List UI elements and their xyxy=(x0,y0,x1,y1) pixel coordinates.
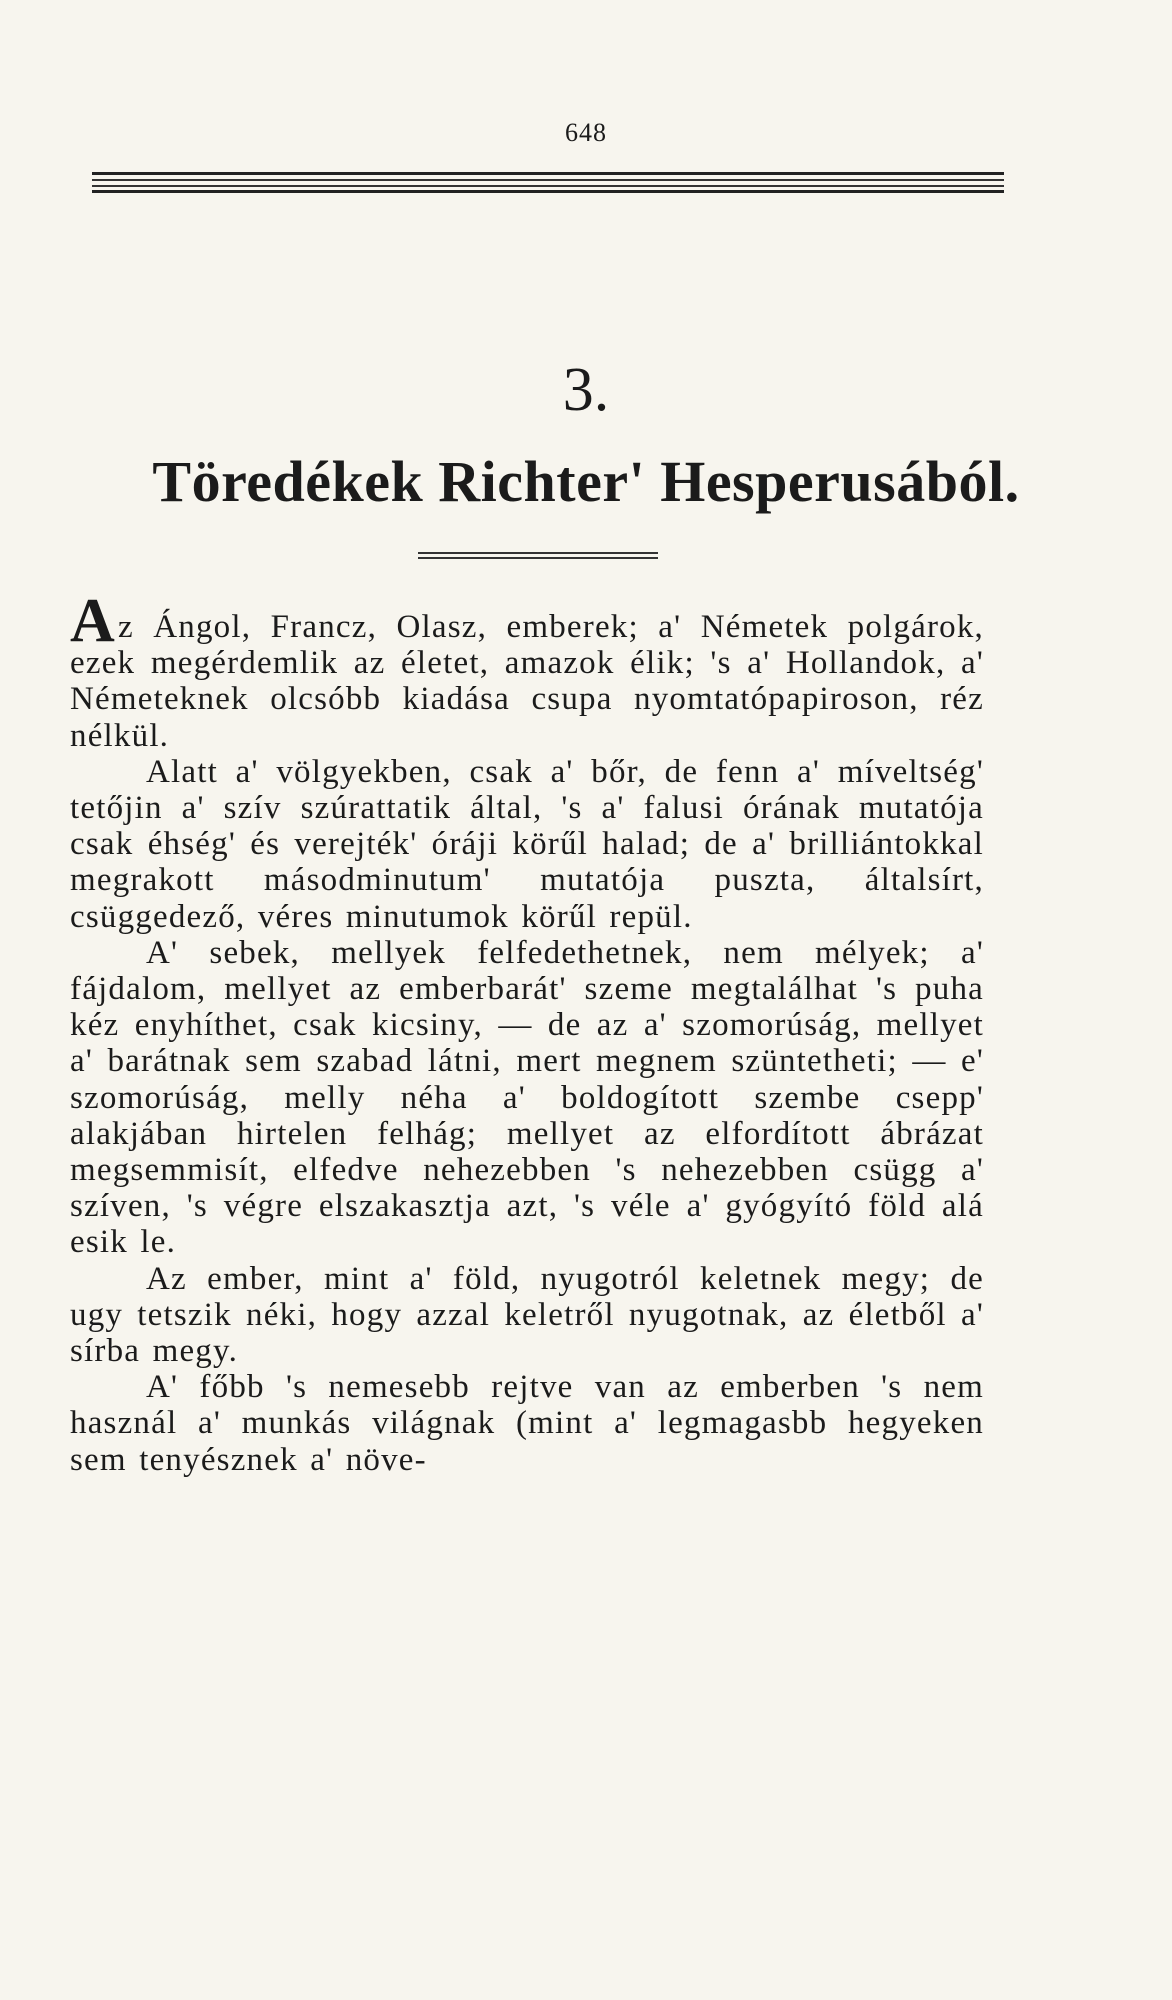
paragraph-4: Az ember, mint a' föld, nyugotról keletnek megy; de ugy tetszik néki, hogy azzal keletről nyugotnak, az életből a' sírba megy. xyxy=(70,1260,984,1370)
page-number: 648 xyxy=(565,118,607,147)
header-rule xyxy=(92,172,1004,194)
paragraph-1 xyxy=(70,587,984,754)
paragraph-3: A' sebek, mellyek felfedethetnek, nem mélyek; a' fájdalom, mellyet az emberbarát' szeme megtalálhat 's puha kéz enyhíthet, csak kicsiny, — de az a' szomorúság, mellyet a' barátnak sem szabad látni, mert megnem szüntetheti; — e' szomorúság, melly néha a' boldogított szembe csepp' alakjában hirtelen felhág; mellyet az elfordított ábrázat megsemmisít, elfedve nehezebben 's nehezebben csügg a' szíven, 's végre elszakasztja azt, 's véle a' gyógyító föld alá esik le. xyxy=(70,934,984,1261)
drop-cap: A xyxy=(70,587,116,655)
body-text xyxy=(70,587,984,1478)
paragraph-1-text: z Ángol, Francz, Olasz, emberek; a' Németek polgárok, ezek megérdemlik az életet, amazok élik; 's a' Hollandok, a' Németeknek olcsóbb kiadása csupa nyomtatópapiroson, réz nélkül. xyxy=(70,609,984,754)
section-number: 3. xyxy=(562,356,610,424)
chapter-title: Töredékek Richter' Hesperusából. xyxy=(152,449,1020,514)
paragraph-2: Alatt a' völgyekben, csak a' bőr, de fenn a' míveltség' tetőjin a' szív szúrattatik által, 's a' falusi órának mutatója csak éhség' és verejték' óráji körűl halad; de a' brilliántokkal megrakott másodminutum' mutatója puszta, általsírt, csüggedező, véres minutumok körűl repül. xyxy=(70,753,984,935)
paragraph-5: A' főbb 's nemesebb rejtve van az emberben 's nem használ a' munkás világnak (mint a' legmagasbb hegyeken sem tenyésznek a' növe- xyxy=(70,1369,984,1478)
title-divider xyxy=(418,552,658,560)
